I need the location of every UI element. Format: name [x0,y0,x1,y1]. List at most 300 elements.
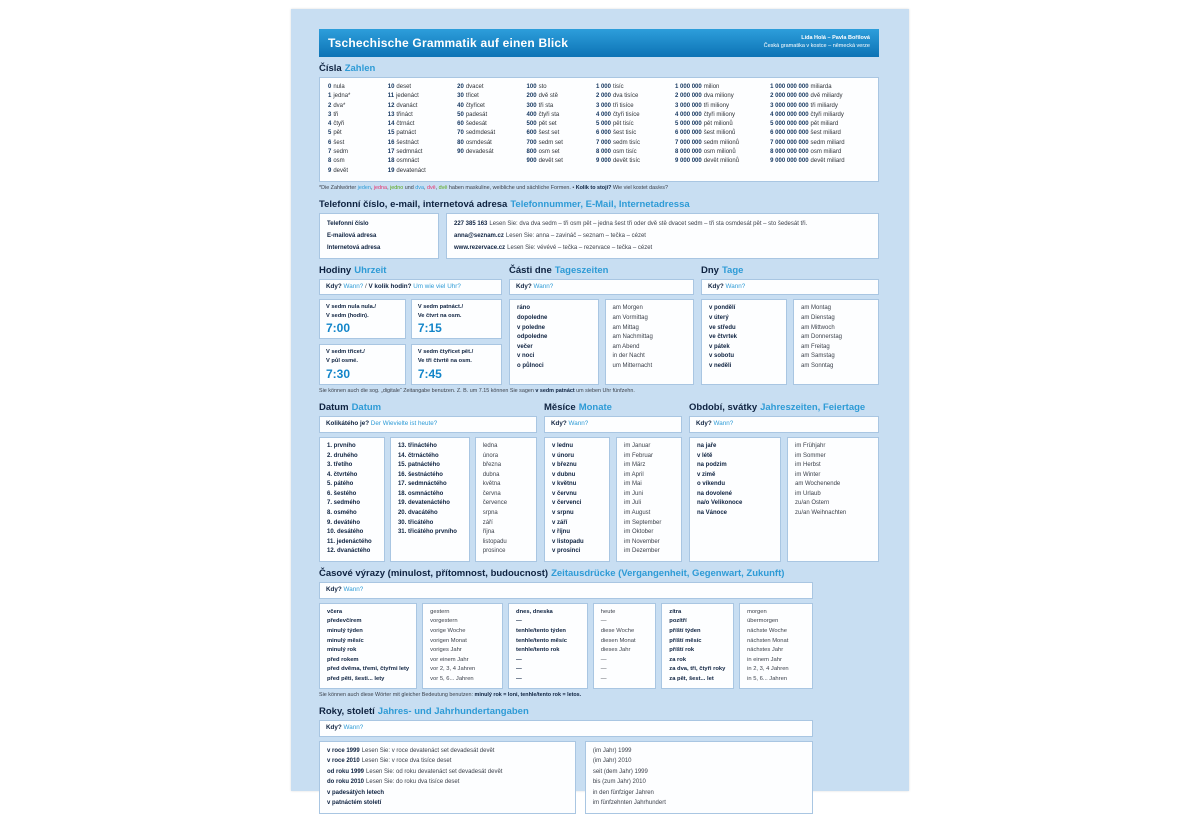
list-item: před pěti, šesti... lety [327,675,385,682]
list-item: června [482,490,501,497]
section-numbers [319,63,879,193]
row-time [319,259,879,385]
number-word: čtyři [333,121,345,128]
list-item: übermorgen [747,618,779,625]
section-title-german: Monate [578,402,612,414]
list-item: in 2, 3, 4 Jahren [747,666,789,673]
number-word: pět milionů [703,121,733,128]
number-entry [328,139,383,148]
number-entry [596,157,670,166]
number-word: dvacet [465,84,484,90]
author-block [764,35,870,51]
numbers-table [319,77,879,182]
time-phrase-line: V sedm třicet./ [326,349,365,356]
number-entry [388,157,452,166]
list-item: — [600,656,607,663]
year-reading: Lesen Sie: v roce dva tisíce deset [361,758,452,765]
list-item: im Juni [624,490,644,497]
number-value: 200 [526,93,537,100]
list-item: vorigen Monat [430,637,467,644]
number-entry [388,129,452,138]
phone-example-term: 227 385 163 [454,220,488,227]
time-example-box [411,344,502,384]
list-item: v zimě [697,471,716,478]
list-item: 11. jedenáctého [327,538,372,545]
list-item: bis (zum Jahr) 2010 [592,779,646,786]
hodiny-footnote [319,388,879,396]
number-value: 500 [526,121,537,128]
number-word: čtyři sta [538,111,560,118]
number-value: 4 000 000 000 [770,111,809,118]
list-item: v září [552,519,568,526]
list-item: 6. šestého [327,490,357,497]
number-entry [770,157,870,166]
section-title-german: Uhrzeit [354,264,387,276]
number-word: sedm miliard [810,139,845,146]
list-item: za pět, šest... let [669,675,714,682]
time-phrase-line: V půl osmé. [326,357,358,364]
number-entry [457,92,521,101]
number-word: devatenáct [396,167,426,174]
list-item: minulý měsíc [327,637,364,644]
phone-label: Internetová adresa [327,244,381,251]
number-word: osm tisíc [612,149,637,156]
section-hodiny [319,259,502,385]
list-item: v červenci [552,500,582,507]
list-item: včera [327,608,343,615]
list-item: am Vormittag [612,314,648,321]
list-item: im Winter [795,471,821,478]
number-word: devět tisíc [612,158,640,165]
number-word: devět miliard [810,158,845,165]
number-word: milion [703,84,720,90]
list-item: února [482,452,499,459]
list-item: na/o Velikonoce [697,500,743,507]
list-item: diesen Monat [600,637,636,644]
number-word: pět tisíc [612,121,634,128]
time-expression-column [422,603,503,690]
list-item: za dva, tři, čtyři roky [669,666,726,673]
list-item: dnes, dneska [516,608,553,615]
list-item: o víkendu [697,481,726,488]
section-header [544,402,682,413]
number-word: nula [333,84,345,90]
number-word: osm miliard [810,149,842,156]
number-entry [596,148,670,157]
question-box [319,582,813,599]
years-centuries-row [319,741,813,814]
question-box [689,416,879,433]
number-value: 5 000 000 000 [770,121,809,128]
text-segment: Kolikátého je? [326,420,370,428]
list-item: 4. čtvrtého [327,471,358,478]
list-item: v říjnu [552,529,571,536]
section-title-czech: Datum [319,402,349,414]
list-item: in 5, 6... Jahren [747,675,788,682]
list-item: im Oktober [624,529,654,536]
time-phrase-line: V sedm patnáct./ [417,304,464,311]
number-entry [388,120,452,129]
year-example-line [327,798,568,809]
german-list-box [787,437,879,562]
list-item: na jaře [697,442,717,449]
list-item: im Herbst [795,462,821,469]
number-entry [675,148,765,157]
grammar-sheet [291,9,909,807]
number-value: 8 000 000 [675,149,702,156]
number-word: osm milionů [703,149,736,156]
number-word: osmnáct [396,158,420,165]
number-value: 17 [387,149,395,156]
number-word: sedm [333,149,349,156]
numbers-column [675,83,765,176]
number-value: 13 [387,111,395,118]
number-entry [388,102,452,111]
number-entry [675,92,765,101]
time-expression-column [661,603,734,690]
list-item: v dubnu [552,471,576,478]
list-item: října [482,529,495,536]
number-word: sedm tisíc [612,139,640,146]
list-item: im Sommer [795,452,826,459]
list-item: morgen [747,608,767,615]
list-item: března [482,462,502,469]
section-phone [319,199,879,259]
digital-time: 7:45 [417,366,442,381]
list-item: in den fünfziger Jahren [592,789,654,796]
number-word: dva* [333,102,346,109]
number-word: šest miliard [810,130,841,137]
title-bar [319,29,879,57]
number-value: 9 [328,167,332,174]
list-item: — [600,666,607,673]
list-item: v prosinci [552,548,581,555]
number-value: 11 [387,93,395,100]
number-entry [675,129,765,138]
number-word: šestnáct [396,139,419,146]
section-header [319,706,879,717]
number-value: 1 000 000 [675,84,702,90]
number-word: šest tisíc [612,130,637,137]
list-item: in der Nacht [612,353,645,360]
number-entry [770,111,870,120]
number-value: 19 [387,167,395,174]
text-segment: dvě [438,184,448,191]
year-term: od roku 1999 [327,768,365,775]
list-item: na Vánoce [697,510,728,517]
digital-time: 7:30 [326,366,351,381]
number-value: 100 [526,84,537,90]
number-value: 4 000 000 [675,111,702,118]
list-item: v noci [517,353,535,360]
list-item: minulý týden [327,627,363,634]
german-list-box [616,437,682,562]
list-item: 14. čtrnáctého [397,452,439,459]
text-segment: , [370,184,374,191]
text-segment: *Die Zahlwörter [319,184,358,191]
number-value: 1 000 000 000 [770,84,809,90]
number-word: tři miliony [703,102,730,109]
number-word: čtyři miliardy [810,111,844,118]
years-german-box [585,741,813,814]
ordinals-box [319,437,385,562]
list-item: 16. šestnáctého [397,471,443,478]
question-box [319,279,502,296]
number-word: šest [333,139,345,146]
number-value: 9 000 [595,158,611,165]
number-value: 800 [526,149,537,156]
text-segment: Um wie viel Uhr? [411,282,461,290]
number-value: 3 000 [595,102,611,109]
year-example-line [327,756,568,767]
number-word: padesát [465,111,488,118]
weekdays-lists [701,299,879,384]
list-item: im Mai [624,481,642,488]
section-title-german: Datum [351,402,382,414]
list-item: minulý rok [327,647,357,654]
number-entry [596,139,670,148]
year-term: do roku 2010 [327,779,365,786]
section-title-german: Tageszeiten [554,264,609,276]
number-entry [675,120,765,129]
text-segment: Kdy? [326,282,342,290]
number-word: třicet [465,93,479,100]
section-header [689,402,879,413]
number-word: devadesát [465,149,494,156]
number-entry [457,120,521,129]
list-item: im November [624,538,660,545]
list-item: v úterý [709,314,729,321]
number-word: třináct [396,111,413,118]
text-segment: V kolik hodin? [368,282,412,290]
section-roky-stoleti [319,706,879,814]
list-item: 19. devatenáctého [397,500,450,507]
number-word: pět set [538,121,557,128]
number-entry [770,92,870,101]
list-item: tenhle/tento rok [516,647,560,654]
year-example-line [327,767,568,778]
number-entry [388,148,452,157]
list-item: ve čtvrtek [709,334,738,341]
list-item: — [600,618,607,625]
number-word: patnáct [396,130,417,137]
year-example-line [327,777,568,788]
list-item: zítra [669,608,682,615]
text-segment: jedno [390,184,404,191]
number-entry [770,102,870,111]
list-item: — [516,656,522,663]
list-item: um Mitternacht [612,362,653,369]
text-segment: Wie viel kostet das/es? [611,184,668,191]
months-lists [544,437,682,562]
section-title-czech: Roky, století [319,705,375,717]
phone-example-reading: Lesen Sie: vévévé – tečka – rezervace – tečka – cézet [507,244,653,251]
number-entry [527,92,591,101]
list-item: prosince [482,548,506,555]
number-value: 18 [387,158,395,165]
list-item: v červnu [552,490,577,497]
czech-list-box [701,299,787,384]
number-entry [328,83,383,92]
list-item: v neděli [709,362,732,369]
time-example-box [319,344,406,384]
number-value: 600 [526,130,537,137]
number-value: 2 000 000 [675,93,702,100]
numbers-column [388,83,452,176]
numbers-column [457,83,521,176]
number-value: 5 000 000 [675,121,702,128]
list-item: im Frühjahr [795,442,826,449]
number-word: pět miliard [810,121,839,128]
number-entry [457,102,521,111]
number-entry [527,129,591,138]
number-word: devět milionů [703,158,740,165]
text-segment: jeden [357,184,371,191]
number-word: dvě miliardy [810,93,843,100]
text-segment: dvě [426,184,436,191]
list-item: im April [624,471,644,478]
question-box [701,279,879,296]
ordinals-box [390,437,470,562]
text-segment: jedna [373,184,388,191]
section-header [701,265,879,276]
number-word: tři miliardy [810,102,838,109]
number-entry [388,167,452,176]
number-value: 8 000 000 000 [770,149,809,156]
phone-example-term: www.rezervace.cz [454,244,506,251]
list-item: 13. třináctého [397,442,437,449]
time-expression-column [739,603,813,690]
number-value: 50 [457,111,464,118]
number-entry [527,102,591,111]
number-word: šest milionů [703,130,736,137]
list-item: heute [600,608,616,615]
list-item: 20. dvacátého [397,510,438,517]
list-item: v lednu [552,442,574,449]
year-term: v roce 1999 [327,747,360,754]
phone-example-reading: Lesen Sie: anna – zavináč – seznam – tečka – cézet [505,232,646,239]
question-box [319,416,537,433]
number-entry [527,120,591,129]
list-item: zu/an Ostern [795,500,830,507]
number-value: 9 000 000 000 [770,158,809,165]
number-value: 7 [328,149,332,156]
number-value: 7 000 000 [675,139,702,146]
list-item: (im Jahr) 2010 [592,758,632,765]
list-item: im August [624,510,651,517]
number-entry [770,129,870,138]
list-item: (im Jahr) 1999 [592,747,632,754]
section-title-czech: Hodiny [319,264,352,276]
list-item: 30. třicátého [397,519,434,526]
time-phrase-line: V sedm (hodin). [326,312,369,319]
phone-example-term: anna@seznam.cz [454,232,504,239]
list-item: in einem Jahr [747,656,782,663]
list-item: — [516,618,522,625]
text-segment: Wann? [341,586,364,594]
section-title-german: Zeitausdrücke (Vergangenheit, Gegenwart, Zukunft) [551,568,785,580]
list-item: srpna [482,510,498,517]
digital-time: 7:00 [326,321,351,336]
day-parts-lists [509,299,694,384]
phone-example-line [454,218,871,230]
text-segment: minulý rok = loni, tenhle/tento rok = letos. [474,692,582,699]
text-segment: v sedm patnáct [535,387,575,394]
year-term: v patnáctém století [327,800,382,807]
section-title-czech: Čísla [319,63,342,74]
section-obdobi [689,396,879,562]
number-word: devět [333,167,349,174]
list-item: příští měsíc [669,637,702,644]
list-item: gestern [430,608,450,615]
number-word: tři [333,111,339,118]
list-item: večer [517,343,533,350]
number-entry [770,83,870,92]
text-segment: Sie können auch die sog. „digitale“ Zeitangabe benutzen. Z. B. um 7.15 können Sie sagen [319,387,536,394]
list-item: — [516,675,522,682]
number-value: 7 000 [595,139,611,146]
number-entry [328,148,383,157]
list-item: 31. třicátého prvního [397,529,457,536]
phone-label: Telefonní číslo [327,220,369,227]
section-header [319,199,879,210]
number-entry [457,148,521,157]
number-value: 7 000 000 000 [770,139,809,146]
year-example-line [327,746,568,757]
list-item: am Wochenende [795,481,841,488]
list-item: před rokem [327,656,359,663]
row-date [319,396,879,562]
months-genitive-box [475,437,537,562]
phone-values-box [446,213,879,259]
page-title: Tschechische Grammatik auf einen Blick [328,36,569,50]
text-segment: Wann? [341,282,364,290]
phone-example-line [454,242,871,254]
number-value: 30 [457,93,464,100]
list-item: am Donnerstag [801,334,843,341]
author-names: Lída Holá – Pavla Bořilová [801,35,870,42]
number-entry [328,92,383,101]
time-phrase-line: Ve čtvrt na osm. [417,312,462,319]
number-word: osm [333,158,345,165]
number-value: 0 [328,84,332,90]
text-segment: / [363,282,369,290]
list-item: im Dezember [624,548,660,555]
list-item: ve středu [709,324,736,331]
number-value: 14 [387,121,395,128]
number-word: čtrnáct [396,121,415,128]
list-item: nächstes Jahr [747,647,784,654]
list-item: 7. sedmého [327,500,361,507]
number-entry [596,83,670,92]
number-value: 70 [457,130,464,137]
number-word: dvanáct [396,102,418,109]
number-value: 900 [526,158,537,165]
list-item: ráno [517,305,531,312]
number-value: 20 [457,84,464,90]
text-segment: Wann? [341,723,364,731]
text-segment: Wann? [566,420,589,428]
text-segment: , [387,184,391,191]
number-entry [527,148,591,157]
list-item: v pondělí [709,305,736,312]
section-header [509,265,694,276]
section-title-czech: Dny [701,264,719,276]
section-datum [319,396,537,562]
number-value: 2 [328,102,332,109]
number-entry [388,111,452,120]
number-word: miliarda [810,84,832,90]
